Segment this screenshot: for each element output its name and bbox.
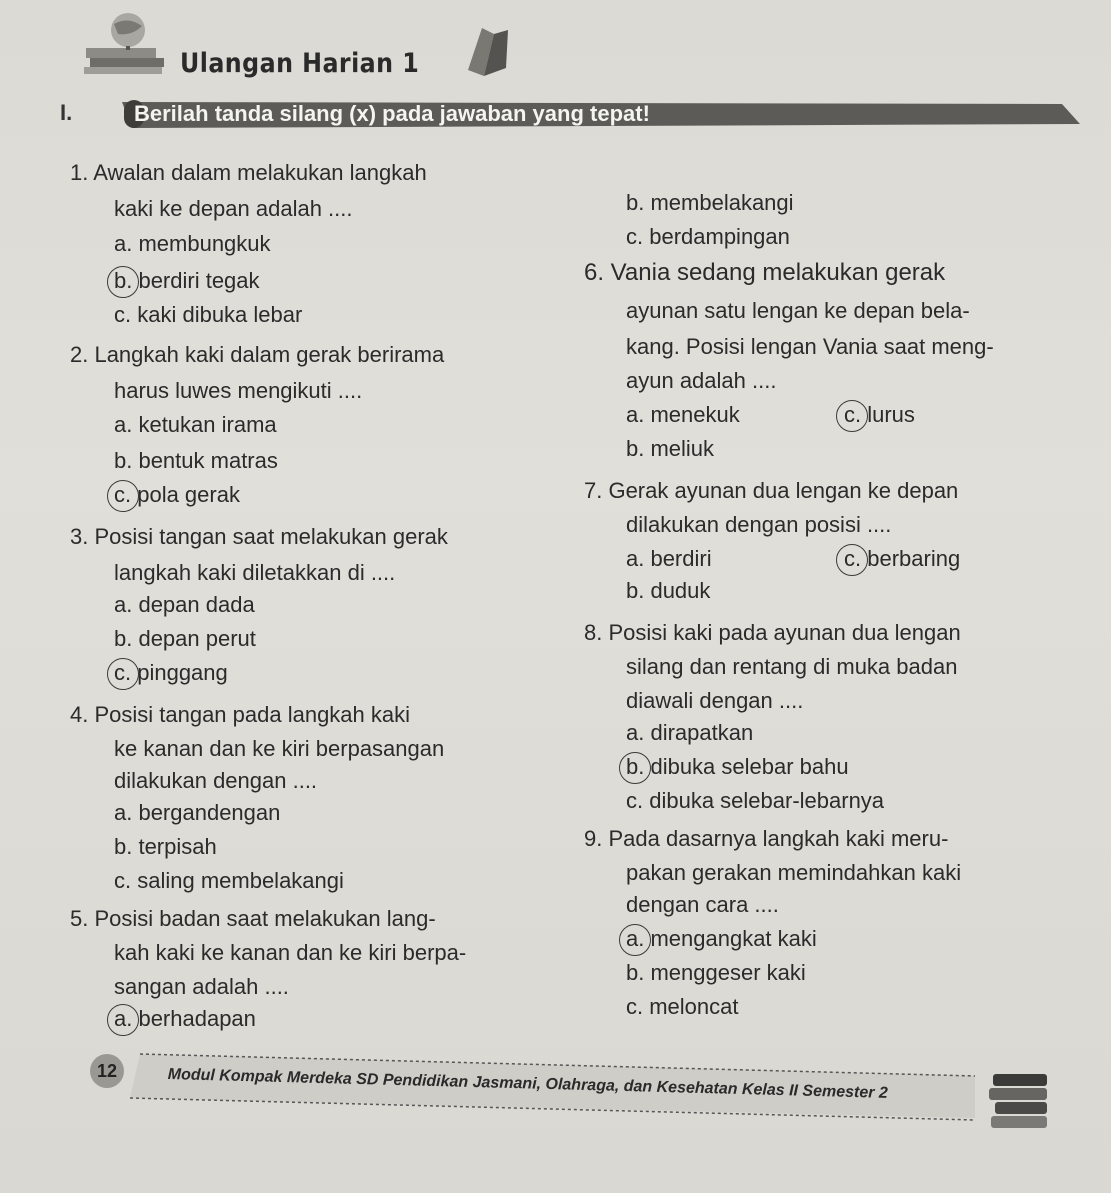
question-5-cont2: sangan adalah .... (114, 974, 289, 999)
option-3c: c. pinggang (114, 660, 228, 685)
option-1b: b. berdiri tegak (114, 268, 260, 293)
option-5b: b. membelakangi (626, 190, 794, 215)
option-2b: b. bentuk matras (114, 448, 278, 473)
option-8b: b. dibuka selebar bahu (626, 754, 849, 779)
answer-mark-3c (107, 658, 139, 690)
page-number: 12 (90, 1054, 124, 1088)
question-2: 2. Langkah kaki dalam gerak berirama (70, 342, 445, 367)
question-5-cont1: kah kaki ke kanan dan ke kiri berpa- (114, 940, 467, 965)
footer-title: Modul Kompak Merdeka SD Pendidikan Jasmani, Olahraga, dan Kesehatan Kelas II Semester 2 (167, 1066, 889, 1102)
option-7b: b. duduk (626, 578, 711, 603)
option-7a: a. berdiri (626, 546, 712, 571)
question-8-cont1: silang dan rentang di muka badan (626, 654, 958, 679)
question-6-cont1: ayunan satu lengan ke depan bela- (626, 298, 970, 323)
question-6-cont2: kang. Posisi lengan Vania saat meng- (626, 334, 994, 359)
books-stack-icon (985, 1070, 1055, 1132)
option-2c: c. pola gerak (114, 482, 240, 507)
section-number: I. (60, 100, 73, 125)
option-3b: b. depan perut (114, 626, 256, 651)
option-9c: c. meloncat (626, 994, 739, 1019)
option-9b: b. menggeser kaki (626, 960, 806, 985)
option-5a: a. berhadapan (114, 1006, 256, 1031)
question-1: 1. Awalan dalam melakukan langkah (70, 160, 427, 185)
option-4b: b. terpisah (114, 834, 217, 859)
option-4a: a. bergandengan (114, 800, 281, 825)
option-6a: a. menekuk (626, 402, 740, 427)
option-3a: a. depan dada (114, 592, 255, 617)
answer-mark-9a (619, 924, 651, 956)
question-8-cont2: diawali dengan .... (626, 688, 804, 713)
books-globe-icon (84, 10, 174, 76)
question-4-cont1: ke kanan dan ke kiri berpasangan (114, 736, 445, 761)
question-7-cont: dilakukan dengan posisi .... (626, 512, 892, 537)
question-9: 9. Pada dasarnya langkah kaki meru- (584, 826, 949, 851)
question-7: 7. Gerak ayunan dua lengan ke depan (584, 478, 959, 503)
question-9-cont2: dengan cara .... (626, 892, 779, 917)
option-5c: c. berdampingan (626, 224, 790, 249)
open-book-icon (460, 20, 520, 80)
answer-mark-8b (619, 752, 651, 784)
question-6-cont3: ayun adalah .... (626, 368, 777, 393)
option-6b: b. meliuk (626, 436, 715, 461)
option-7c: c. berbaring (844, 546, 961, 571)
question-4-cont2: dilakukan dengan .... (114, 768, 318, 793)
answer-mark-1b (107, 266, 139, 298)
question-2-cont: harus luwes mengikuti .... (114, 378, 363, 403)
answer-mark-7c (836, 544, 868, 576)
option-1c: c. kaki dibuka lebar (114, 302, 303, 327)
option-4c: c. saling membelakangi (114, 868, 344, 893)
question-3-cont: langkah kaki diletakkan di .... (114, 560, 396, 585)
question-1-cont: kaki ke depan adalah .... (114, 196, 353, 221)
option-1a: a. membungkuk (114, 231, 271, 256)
page-title: Ulangan Harian 1 (180, 48, 420, 79)
question-3: 3. Posisi tangan saat melakukan gerak (70, 524, 448, 549)
option-9a: a. mengangkat kaki (626, 926, 817, 951)
option-8c: c. dibuka selebar-lebarnya (626, 788, 885, 813)
answer-mark-6c (836, 400, 868, 432)
option-6c: c. lurus (844, 402, 915, 427)
answer-mark-2c (107, 480, 139, 512)
question-5: 5. Posisi badan saat melakukan lang- (70, 906, 436, 931)
question-6: 6. Vania sedang melakukan gerak (584, 259, 946, 286)
question-8: 8. Posisi kaki pada ayunan dua lengan (584, 620, 961, 645)
option-2a: a. ketukan irama (114, 412, 277, 437)
section-instruction: Berilah tanda silang (x) pada jawaban yang tepat! (134, 101, 650, 126)
question-9-cont1: pakan gerakan memindahkan kaki (626, 860, 962, 885)
question-4: 4. Posisi tangan pada langkah kaki (70, 702, 411, 727)
option-8a: a. dirapatkan (626, 720, 754, 745)
answer-mark-5a (107, 1004, 139, 1036)
